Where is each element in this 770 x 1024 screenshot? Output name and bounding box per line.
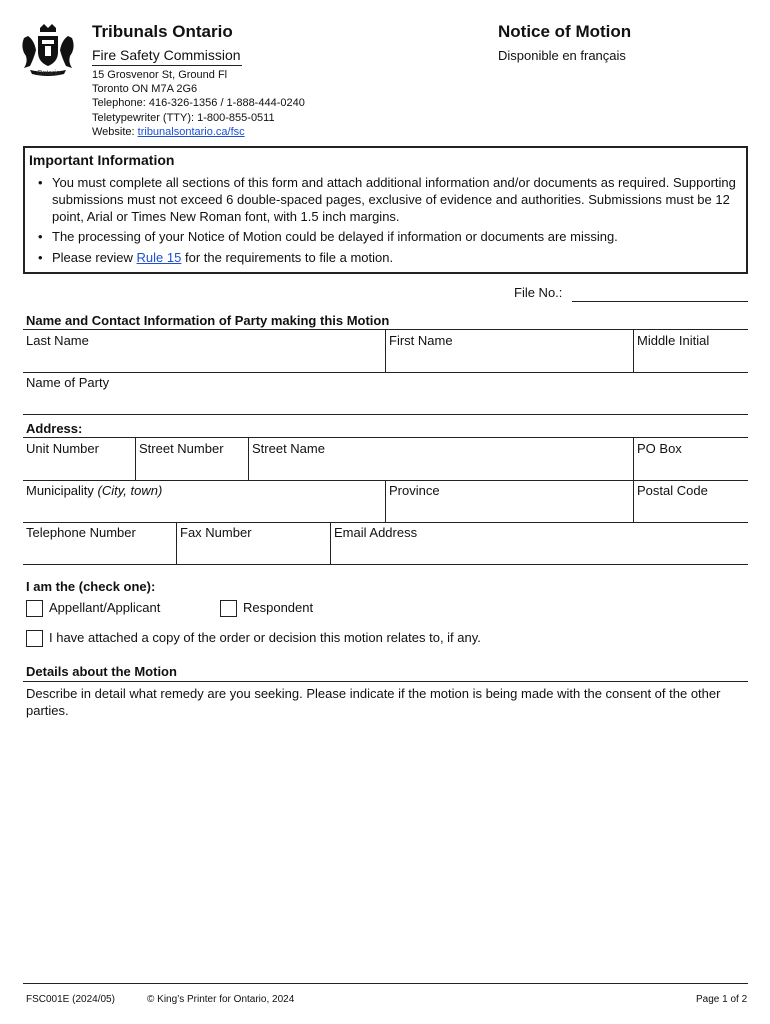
divider <box>23 372 748 373</box>
important-information-list <box>38 175 738 271</box>
municipality-label: Municipality (City, town) <box>26 483 163 498</box>
page-number: Page 1 of 2 <box>696 994 748 1005</box>
appellant-checkbox[interactable] <box>26 600 43 617</box>
divider <box>633 480 634 522</box>
order-attached-checkbox[interactable] <box>26 630 43 647</box>
divider <box>23 522 748 523</box>
important-information-title: Important Information <box>29 152 175 168</box>
divider <box>633 329 634 372</box>
footer-divider <box>23 983 748 984</box>
divider <box>23 681 748 682</box>
first-name-label: First Name <box>389 333 453 348</box>
details-section-title: Details about the Motion <box>26 664 177 679</box>
info-item: • Please review Rule 15 for the requirements to file a motion. <box>38 250 738 267</box>
order-attached-label: I have attached a copy of the order or decision this motion relates to, if any. <box>49 630 481 645</box>
logo-wordmark: Ontario <box>37 70 60 77</box>
details-textarea[interactable] <box>26 725 744 975</box>
info-item: • The processing of your Notice of Motion could be delayed if information or documents are missing. <box>38 229 738 246</box>
divider <box>23 414 748 415</box>
party-section-title: Name and Contact Information of Party making this Motion <box>26 313 390 328</box>
divider <box>248 437 249 480</box>
address-line: 15 Grosvenor St, Ground Fl <box>92 69 228 81</box>
role-section-title: I am the (check one): <box>26 579 156 594</box>
postal-code-label: Postal Code <box>637 483 708 498</box>
form-code: FSC001E (2024/05) <box>26 994 115 1005</box>
province-label: Province <box>389 483 440 498</box>
header-divider <box>92 65 242 66</box>
info-item: • You must complete all sections of this form and attach additional information and/or documents as required. Supporting submissions must not exceed 6 double-spaced pages, exclusive of evidence and authorities. Submissions must be 12 point, Arial or Times New Roman font, with 1.5 inch margins. <box>38 175 738 225</box>
address-title: Address: <box>26 421 83 436</box>
divider <box>385 329 386 372</box>
divider <box>633 437 634 480</box>
divider <box>176 522 177 564</box>
municipality-hint: (City, town) <box>97 483 163 498</box>
form-title: Notice of Motion <box>498 22 632 41</box>
street-number-label: Street Number <box>139 441 224 456</box>
tty-line: Teletypewriter (TTY): 1-800-855-0511 <box>92 111 275 124</box>
telephone-label: Telephone Number <box>26 525 136 540</box>
divider <box>23 564 748 565</box>
file-number-field[interactable] <box>572 301 748 302</box>
french-availability: Disponible en français <box>498 48 626 63</box>
website-line <box>92 125 305 139</box>
copyright: © King’s Printer for Ontario, 2024 <box>147 994 295 1005</box>
divider <box>135 437 136 480</box>
po-box-label: PO Box <box>637 441 682 456</box>
telephone-line: Telephone: 416-326-1356 / 1-888-444-0240 <box>92 97 305 110</box>
respondent-checkbox[interactable] <box>220 600 237 617</box>
contact-address <box>92 68 305 139</box>
last-name-label: Last Name <box>26 333 89 348</box>
org-subtitle: Fire Safety Commission <box>92 47 241 63</box>
org-title: Tribunals Ontario <box>92 22 233 41</box>
details-description: Describe in detail what remedy are you seeking. Please indicate if the motion is being made with the consent of the other parties. <box>26 686 721 718</box>
appellant-label: Appellant/Applicant <box>49 600 161 615</box>
middle-initial-label: Middle Initial <box>637 333 710 348</box>
divider <box>23 437 748 438</box>
rule-15-link[interactable]: Rule 15 <box>136 250 182 266</box>
name-of-party-label: Name of Party <box>26 375 110 390</box>
email-label: Email Address <box>334 525 418 540</box>
fax-label: Fax Number <box>180 525 252 540</box>
unit-number-label: Unit Number <box>26 441 99 456</box>
divider <box>330 522 331 564</box>
address-line: Toronto ON M7A 2G6 <box>92 83 198 96</box>
street-name-label: Street Name <box>252 441 325 456</box>
divider <box>385 480 386 522</box>
website-link[interactable]: tribunalsontario.ca/fsc <box>137 125 245 138</box>
respondent-label: Respondent <box>243 600 314 615</box>
file-number-label: File No.: <box>514 285 563 300</box>
website-label: Website: <box>92 125 138 138</box>
